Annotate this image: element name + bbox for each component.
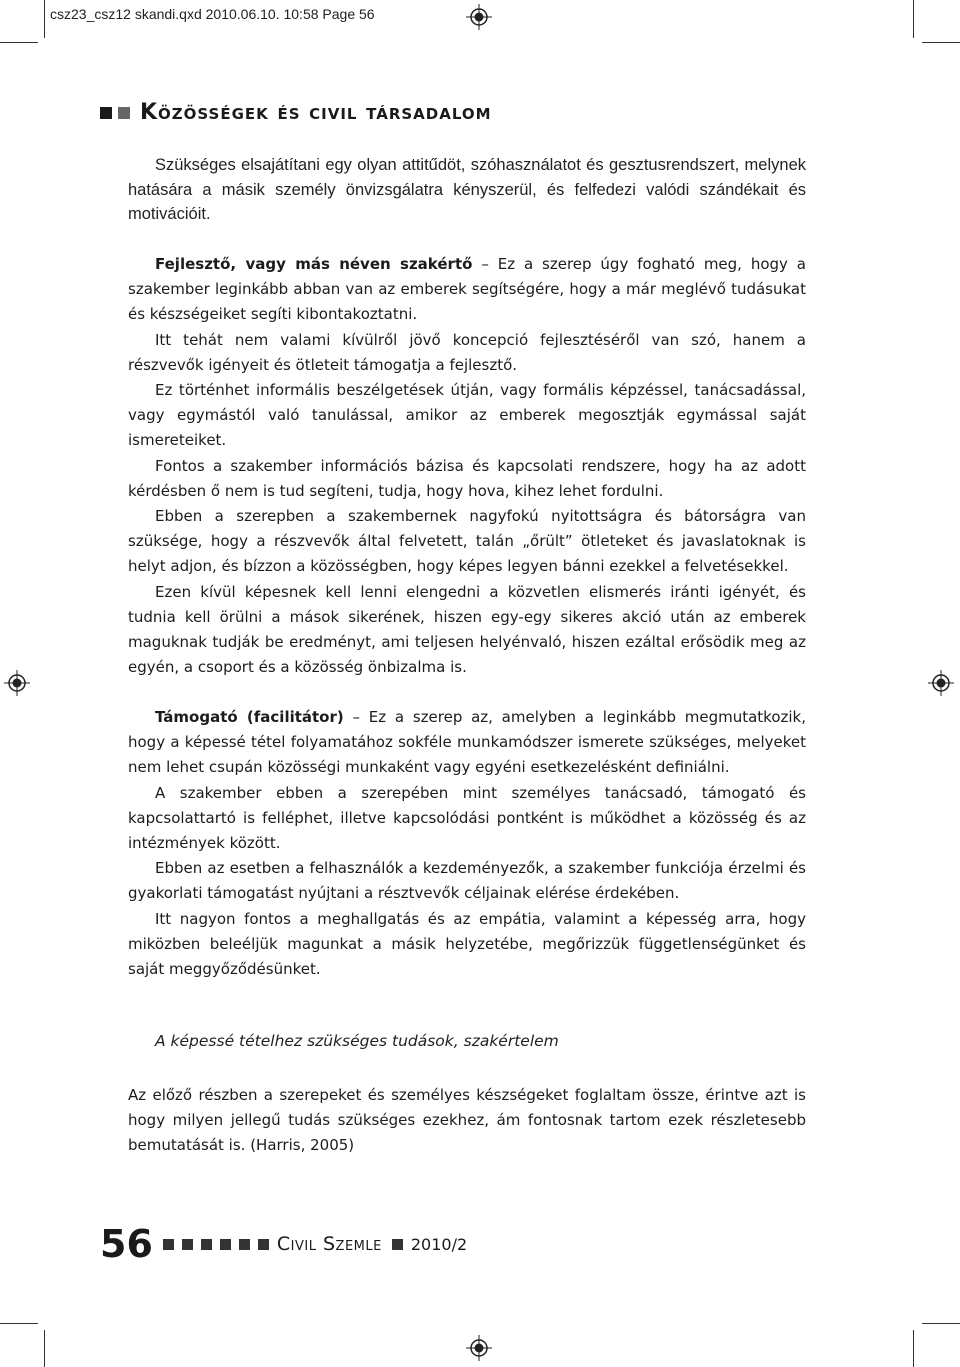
page-footer [100, 1222, 467, 1266]
paragraph: Az előző részben a szerepeket és személyes készségeket foglaltam össze, érintve azt is hogy milyen jellegű tudás szükséges ezekhez, ám fontosnak tartom ezek részletesebb bemutatását is. (Harris, 2005) [128, 1086, 806, 1155]
section-heading [100, 100, 492, 125]
crop-mark [44, 1330, 45, 1367]
role-facilitator-block [128, 705, 806, 982]
role-term: Fejlesztő, vagy más néven szakértő [155, 255, 473, 273]
square-bullet-icon [220, 1239, 231, 1250]
paragraph: Fejlesztő, vagy más néven szakértő – Ez a szerep úgy fogható meg, hogy a szakember leginkább abban van az emberek segítségére, hogy a már meglévő tudásukat és készségeiket segíti kibontakoztatni. [128, 255, 806, 324]
paragraph: Ezen kívül képesnek kell lenni elengedni a közvetlen elismerés iránti igényét, és tudnia kell örülni a mások sikerének, hiszen egy-egy sikeres akció után az emberek maguknak tudják be eredményt, ami teljesen helyénvaló, hiszen ezáltal erősödik meg az egyén, a csoport és a közösség önbizalma is. [128, 582, 806, 677]
closing-block [128, 1083, 806, 1159]
issue-number: 2010/2 [410, 1234, 468, 1254]
paragraph: Ebben az esetben a felhasználók a kezdeményezők, a szakember funkciója érzelmi és gyakorlati támogatást nyújtani a résztvevők céljainak elérése érdekében. [128, 859, 806, 903]
paragraph: Itt nagyon fontos a meghallgatás és az empátia, valamint a képesség arra, hogy miközben beleéljük magunkat a másik helyzetébe, megőrizzük függetlenségünket és saját meggyőződésünket. [128, 909, 806, 979]
square-bullet-icon [392, 1239, 403, 1250]
paragraph: Ez történhet informális beszélgetések útján, vagy formális képzéssel, tanácsadással, vagy egymástól való tanulással, amikor az emberek megosztják egymással saját ismereteiket. [128, 381, 806, 450]
square-bullet-icon [118, 107, 130, 119]
page-number: 56 [100, 1222, 153, 1266]
square-bullet-icon [201, 1239, 212, 1250]
role-expert-block [128, 252, 806, 680]
square-bullet-icon [163, 1239, 174, 1250]
paragraph: A szakember ebben a szerepében mint személyes tanácsadó, támogató és kapcsolattartó is felléphet, illetve kapcsolódási pontként is működhet a közösség és az intézmények között. [128, 783, 806, 853]
paragraph: Ebben a szerepben a szakembernek nagyfokú nyitottságra és bátorságra van szüksége, hogy a részvevők által felvetett, talán „őrült” ötleteket és javaslatoknak is helyt adjon, és bízzon a közösségben, hogy képes legyen bánni ezekkel a felvetésekkel. [128, 507, 806, 576]
crop-mark [44, 0, 45, 38]
subheading: A képessé tételhez szükséges tudások, szakértelem [155, 1032, 559, 1050]
crop-mark [913, 0, 914, 38]
square-bullet-icon [182, 1239, 193, 1250]
square-bullet-icon [100, 107, 112, 119]
crop-mark [0, 42, 38, 43]
lead-text: Szükséges elsajátítani egy olyan attitűdöt, szóhasználatot és gesztusrendszert, melynek hatására a másik személy önvizsgálatra kényszerül, és felfedezi valódi szándékait és motivációit. [128, 156, 806, 224]
square-bullet-icon [258, 1239, 269, 1250]
square-bullet-icon [239, 1239, 250, 1250]
section-title: Közösségek és civil társadalom [140, 100, 492, 125]
paragraph: Fontos a szakember információs bázisa és kapcsolati rendszere, hogy ha az adott kérdésben ő nem is tud segíteni, tudja, hogy hova, kihez lehet fordulni. [128, 456, 806, 500]
crop-mark [922, 42, 960, 43]
journal-name: Civil Szemle [276, 1233, 382, 1255]
registration-mark-icon [466, 4, 492, 30]
crop-mark [0, 1323, 38, 1324]
registration-mark-icon [466, 1335, 492, 1361]
role-term: Támogató (facilitátor) [155, 708, 344, 726]
file-slug: csz23_csz12 skandi.qxd 2010.06.10. 10:58 Page 56 [50, 6, 375, 22]
lead-paragraph [128, 153, 806, 227]
paragraph: Itt tehát nem valami kívülről jövő koncepció fejlesztéséről van szó, hanem a részvevők igényeit és ötleteit támogatja a fejlesztő. [128, 330, 806, 374]
paragraph: Támogató (facilitátor) – Ez a szerep az, amelyben a leginkább megmutatkozik, hogy a képessé tétel folyamatához sokféle munkamódszer ismerete szükséges, melyeket nem lehet csupán közösségi munkaként vagy egyéni esetkezelésként definiálni. [128, 708, 806, 777]
crop-mark [913, 1330, 914, 1367]
crop-mark [922, 1323, 960, 1324]
registration-mark-icon [4, 670, 30, 696]
registration-mark-icon [928, 670, 954, 696]
